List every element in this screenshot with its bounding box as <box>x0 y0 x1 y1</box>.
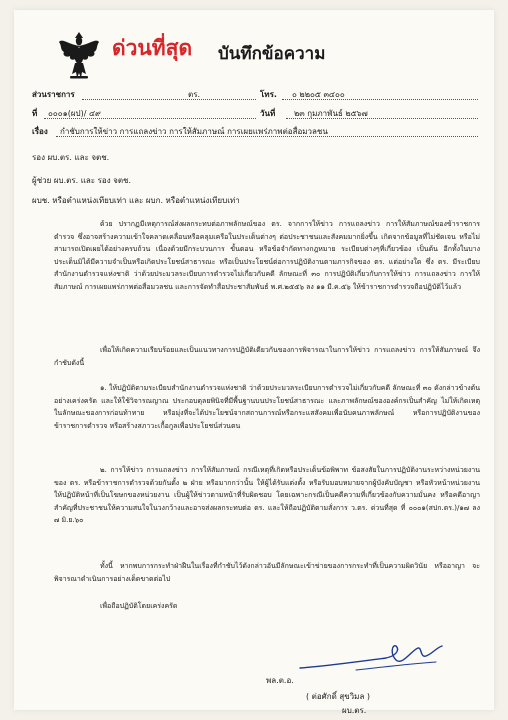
urgency-stamp: ด่วนที่สุด <box>112 36 193 60</box>
paragraph-item-2: ๒. การให้ข่าว การแถลงข่าว การให้สัมภาษณ์ กรณีเหตุที่เกิดหรือประเด็นข้อพิพาท ข้อสงสัยในการปฏิบัติงานระหว่างหน่วยงานของ ตร. หรือข้าราชการตำรวจด้วยกันตั้ง ๒ ฝ่าย หรือมากกว่านั้น ให้ผู้ได้รับแต่งตั้ง หรือรับมอบหมายจากผู้บังคับบัญชา หรือหัวหน้าหน่วยงาน ให้ปฏิบัติหน้าที่เป็นโฆษกของหน่วยงาน เป็นผู้ให้ข่าวตามหน้าที่รับผิดชอบ โดยเฉพาะกรณีเป็นคดีความที่เกี่ยวข้องกับความมั่นคง หรือคดีอาญาสำคัญที่ประชาชนให้ความสนใจในวงกว้างและอาจส่งผลกระทบต่อ ตร. และให้ถือปฏิบัติตามสั่งการ ว.ตร. ด่วนที่สุด ที่ ๐๐๐๑(สปก.ตร.)/๑๗ ลง ๗ มิ.ย.๖๐ <box>54 466 480 524</box>
memo-title: บันทึกข้อความ <box>218 44 326 64</box>
paragraph-item-1: ๑. ให้ปฏิบัติตามระเบียบสำนักงานตำรวจแห่งชาติ ว่าด้วยประมวลระเบียบการตำรวจไม่เกี่ยวกับคดี ลักษณะที่ ๓๐ ดังกล่าวข้างต้นอย่างเคร่งครัด และให้ใช้วิจารณญาณ ประกอบดุลยพินิจที่มีพื้นฐานบนประโยชน์สาธารณะ และภาพลักษณ์ขององค์กรเป็นสำคัญ ไม่ให้เกิดเหตุในลักษณะของการก่อนท้าทาย หรือมุ่งที่จะได้ประโยชน์จากสถานการณ์หรือกระแสสังคมเพื่อนับคนภาพลักษณ์ หรือการปฏิบัติงานของข้าราชการตำรวจ หรือสร้างสภาวะเกื้อกูลเพื่อประโยชน์ส่วนตน <box>54 384 480 430</box>
ref-label: ที่ <box>32 109 38 118</box>
subject-value: กำชับการให้ข่าว การแถลงข่าว การให้สัมภาษณ์ การเผยแพร่ภาพต่อสื่อมวลชน <box>60 127 328 136</box>
subject-label: เรื่อง <box>32 127 48 136</box>
date-label: วันที่ <box>260 109 276 118</box>
ref-value: ๐๐๐๑(ผป)/ ๔๙ <box>48 109 101 118</box>
paragraph-warning: ทั้งนี้ หากพบการกระทำฝ่าฝืนในเรื่องที่กำชับไว้ดังกล่าวอันมีลักษณะเข้าข่ายของการกระทำที่เป็นความผิดวินัย หรืออาญา จะพิจารณาดำเนินการอย่างเด็ดขาดต่อไป <box>54 562 480 583</box>
signer-rank: พล.ต.อ. <box>266 676 294 685</box>
agency-dotted-line <box>82 99 256 100</box>
paragraph-closing: เพื่อถือปฏิบัติโดยเคร่งครัด <box>100 602 178 610</box>
signer-name: ( ต่อศักดิ์ สุขวิมล ) <box>306 692 371 701</box>
date-value: ๒๓ กุมภาพันธ์ ๒๕๖๗ <box>294 109 368 118</box>
recipient-line-1: รอง ผบ.ตร. และ จตช. <box>32 153 110 162</box>
recipient-line-3: ผบช. หรือตำแหน่งเทียบเท่า และ ผบก. หรือตำแหน่งเทียบเท่า <box>32 196 240 205</box>
signer-position: ผบ.ตร. <box>342 706 367 715</box>
recipient-line-2: ผู้ช่วย ผบ.ตร. และ รอง จตช. <box>32 176 132 185</box>
phone-label: โทร. <box>260 90 277 99</box>
agency-value: ตร. <box>188 90 201 99</box>
garuda-emblem-icon <box>58 32 100 80</box>
handwritten-signature <box>296 640 446 676</box>
phone-value: ๐ ๒๒๐๕ ๓๔๐๐ <box>292 90 345 99</box>
memo-page <box>14 10 494 715</box>
paragraph-intro: ด้วย ปรากฏมีเหตุการณ์ส่งผลกระทบต่อภาพลักษณ์ของ ตร. จากการให้ข่าว การแถลงข่าว การให้สัมภาษณ์ของข้าราชการตำรวจ ซึ่งอาจสร้างความเข้าใจคลาดเคลื่อนหรือคลุมเครือในประเด็นต่างๆ ต่อประชาชนและสังคมมากยิ่งขึ้น เกิดจากข้อมูลที่ไม่ชัดเจน หรือไม่สามารถเปิดเผยได้อย่างครบถ้วน เนื่องด้วยมีกระบวนการ ขั้นตอน หรือข้อจำกัดทางกฎหมาย ระเบียบต่างๆที่เกี่ยวข้อง เป็นต้น อีกทั้งในบางประเด็นมิได้มีความจำเป็นหรือเกิดประโยชน์สาธารณะ หรือเป็นประโยชน์ต่อการปฏิบัติงานตามภารกิจของ ตร. แต่อย่างใด ซึ่ง ตร. มีระเบียบสำนักงานตำรวจแห่งชาติ ว่าด้วยประมวลระเบียบการตำรวจไม่เกี่ยวกับคดี ลักษณะที่ ๓๐ การปฏิบัติเกี่ยวกับการให้ข่าว การแถลงข่าว การให้สัมภาษณ์ การเผยแพร่ภาพต่อสื่อมวลชน และการจัดทำสื่อประชาสัมพันธ์ พ.ศ.๒๕๕๖ ลง ๑๑ มี.ค.๕๖ ให้ข้าราชการตำรวจถือปฏิบัติไว้แล้ว <box>54 220 480 291</box>
paragraph-purpose: เพื่อให้เกิดความเรียบร้อยและเป็นแนวทางการปฏิบัติเดียวกันของการพิจารณาในการให้ข่าว การแถลงข่าว การให้สัมภาษณ์ จึงกำชับดังนี้ <box>54 346 480 367</box>
agency-label: ส่วนราชการ <box>32 90 75 99</box>
